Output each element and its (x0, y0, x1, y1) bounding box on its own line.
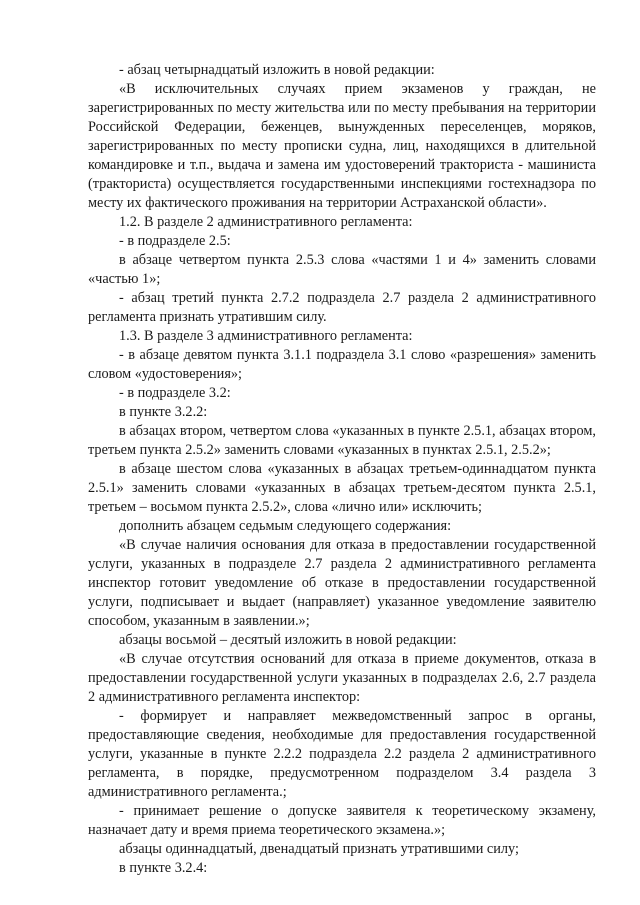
paragraph-10: в пункте 3.2.2: (119, 404, 208, 420)
paragraph-14: «В случае наличия основания для отказа в предоставлении государственной услуги, указанных в подразделе 2.7 раздела 2 административного регламента инспектор готовит уведомление об отказе в предоставлении государственной услуги, подписывает и выдает (направляет) указанное уведомление заявителю способом, указанным в заявлении.»; (88, 537, 596, 629)
paragraph-3: 1.2. В разделе 2 административного регламента: (119, 214, 413, 230)
paragraph-12: в абзаце шестом слова «указанных в абзацах третьем-одиннадцатом пункта 2.5.1» заменить словами «указанных в абзацах третьем-десятом пункта 2.5.1, третьем – восьмом пункта 2.5.2», слова «лично или» исключить; (88, 461, 596, 515)
paragraph-17: - формирует и направляет межведомственный запрос в органы, предоставляющие сведения, необходимые для предоставления государственной услуги, указанные в пункте 2.2.2 подраздела 2.2 раздела 2 административного регламента, в порядке, предусмотренном подразделом 3.4 раздела 3 административного регламента.; (88, 708, 596, 800)
paragraph-5: в абзаце четвертом пункта 2.5.3 слова «частями 1 и 4» заменить словами «частью 1»; (88, 252, 596, 287)
paragraph-13: дополнить абзацем седьмым следующего содержания: (119, 518, 452, 534)
paragraph-2: «В исключительных случаях прием экзаменов у граждан, не зарегистрированных по месту жительства или по месту пребывания на территории Российской Федерации, беженцев, вынужденных переселенцев, моряков, зарегистрированных по месту прописки судна, лиц, находящихся в длительной командировке и т.п., выдача и замена им удостоверений тракториста - машиниста (тракториста) осуществляется государственными инспекциями гостехнадзора по месту их фактического проживания на территории Астраханской области». (88, 81, 596, 211)
paragraph-7: 1.3. В разделе 3 административного регламента: (119, 328, 413, 344)
paragraph-11: в абзацах втором, четвертом слова «указанных в пункте 2.5.1, абзацах втором, третьем пункта 2.5.2» заменить словами «указанных в пунктах 2.5.1, 2.5.2»; (88, 423, 596, 458)
document-body (88, 61, 596, 878)
paragraph-9: - в подразделе 3.2: (119, 385, 231, 401)
paragraph-16: «В случае отсутствия оснований для отказа в приеме документов, отказа в предоставлении государственной услуги указанных в подразделах 2.6, 2.7 раздела 2 административного регламента инспектор: (88, 651, 596, 705)
paragraph-18: - принимает решение о допуске заявителя к теоретическому экзамену, назначает дату и время приема теоретического экзамена.»; (88, 803, 596, 838)
paragraph-15: абзацы восьмой – десятый изложить в новой редакции: (119, 632, 457, 648)
paragraph-1: - абзац четырнадцатый изложить в новой редакции: (119, 62, 435, 78)
paragraph-8: - в абзаце девятом пункта 3.1.1 подраздела 3.1 слово «разрешения» заменить словом «удостоверения»; (88, 347, 596, 382)
paragraph-4: - в подразделе 2.5: (119, 233, 231, 249)
paragraph-19: абзацы одиннадцатый, двенадцатый признать утратившими силу; (119, 841, 519, 857)
paragraph-20: в пункте 3.2.4: (119, 860, 208, 876)
paragraph-6: - абзац третий пункта 2.7.2 подраздела 2.7 раздела 2 административного регламента признать утратившим силу. (88, 290, 596, 325)
